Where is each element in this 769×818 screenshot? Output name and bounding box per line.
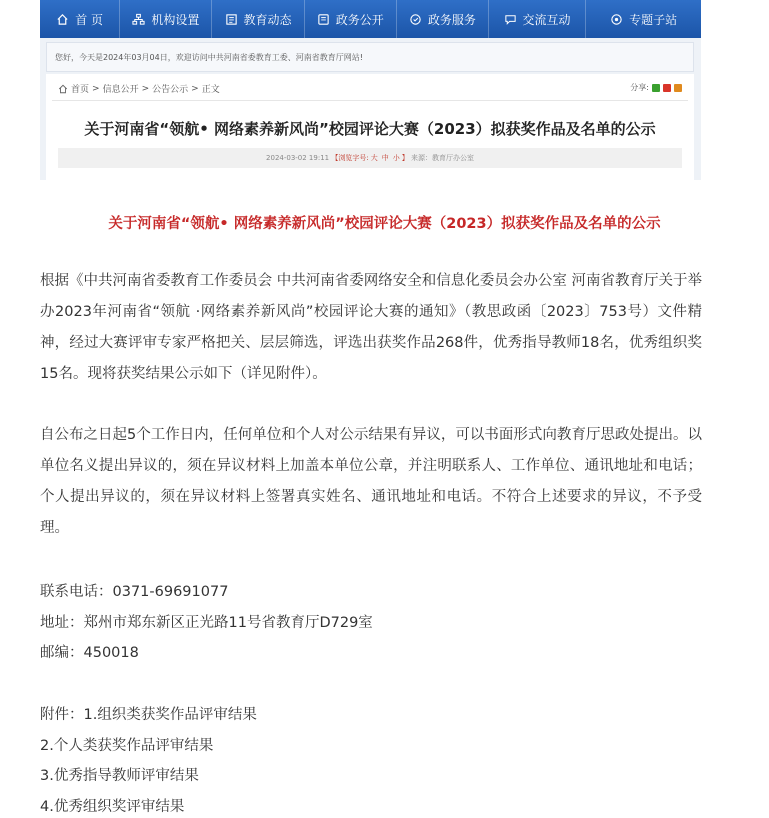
- breadcrumb: [58, 82, 220, 95]
- qzone-share-icon[interactable]: [674, 84, 682, 92]
- news-icon: [225, 13, 238, 26]
- home-icon: [56, 13, 69, 26]
- font-size-label-end: 】: [401, 154, 409, 162]
- attachment-item-2[interactable]: 2.个人类获奖作品评审结果: [40, 738, 214, 754]
- nav-item-topics[interactable]: 专题子站: [586, 0, 701, 38]
- wechat-share-icon[interactable]: [652, 84, 660, 92]
- attachment-item-1[interactable]: 附件：1.组织类获奖作品评审结果: [40, 707, 257, 723]
- article-paragraph-1: 根据《中共河南省委教育工作委员会 中共河南省委网络安全和信息化委员会办公室 河南省教育厅关于举办2023年河南省“领航 ·网络素养新风尚”校园评论大赛的通知》（教思政函〔2023〕753号）文件精神，经过大赛评审专家严格把关、层层筛选，评选出获奖作品268件，优秀指导教师18名，优秀组织奖15名。现将获奖结果公示如下（详见附件）。: [40, 273, 702, 382]
- article-header-panel: [46, 74, 694, 180]
- welcome-message: 您好，今天是2024年03月04日，欢迎访问中共河南省委教育工委、河南省教育厅网站!: [46, 42, 694, 72]
- top-nav-bar: [40, 0, 701, 38]
- contact-address: 地址：郑州市郑东新区正光路11号省教育厅D729室: [40, 615, 373, 631]
- breadcrumb-notices[interactable]: 公告公示: [152, 85, 189, 95]
- publish-date: 2024-03-02 19:11: [266, 154, 330, 162]
- doc-icon: [317, 13, 330, 26]
- article-source: 来源：教育厅办公室: [410, 154, 474, 162]
- embedded-article-title: 关于河南省“领航• 网络素养新风尚”校园评论大赛（2023）拟获奖作品及名单的公示: [84, 120, 656, 138]
- embedded-website-screenshot: [40, 0, 701, 180]
- nav-item-home[interactable]: 首 页: [40, 0, 120, 38]
- share-label: 分享:: [630, 83, 649, 92]
- breadcrumb-separator: >: [92, 83, 100, 94]
- nav-item-gov-info[interactable]: 政务公开: [305, 0, 397, 38]
- article-title: 关于河南省“领航• 网络素养新风尚”校园评论大赛（2023）拟获奖作品及名单的公示: [108, 216, 661, 232]
- nav-item-org[interactable]: 机构设置: [120, 0, 212, 38]
- org-icon: [132, 13, 145, 26]
- font-size-label: 【浏览字号:: [331, 154, 369, 162]
- font-size-large-button[interactable]: 大: [370, 154, 378, 162]
- breadcrumb-info-public[interactable]: 信息公开: [102, 85, 139, 95]
- attachment-item-4[interactable]: 4.优秀组织奖评审结果: [40, 799, 185, 815]
- article-paragraph-2: 自公布之日起5个工作日内，任何单位和个人对公示结果有异议，可以书面形式向教育厅思政处提出。以单位名义提出异议的，须在异议材料上加盖本单位公章，并注明联系人、工作单位、通讯地址和电话；个人提出异议的，须在异议材料上签署真实姓名、通讯地址和电话。不符合上述要求的异议，不予受理。: [40, 427, 702, 536]
- nav-item-gov-service[interactable]: 政务服务: [397, 0, 489, 38]
- breadcrumb-separator: >: [191, 83, 199, 94]
- contact-postcode: 邮编：450018: [40, 645, 139, 661]
- font-size-medium-button[interactable]: 中: [381, 154, 389, 162]
- chat-icon: [504, 13, 517, 26]
- weibo-share-icon[interactable]: [663, 84, 671, 92]
- topic-icon: [610, 13, 623, 26]
- article-meta-bar: [58, 148, 682, 168]
- contact-phone: 联系电话：0371-69691077: [40, 584, 229, 600]
- breadcrumb-home[interactable]: 首页: [71, 85, 90, 95]
- font-size-small-button[interactable]: 小: [392, 154, 400, 162]
- breadcrumb-separator: >: [141, 83, 150, 94]
- divider: [52, 100, 688, 101]
- attachment-item-3[interactable]: 3.优秀指导教师评审结果: [40, 768, 199, 784]
- nav-item-interaction[interactable]: 交流互动: [489, 0, 586, 38]
- service-icon: [409, 13, 422, 26]
- share-bar: [630, 82, 682, 93]
- nav-item-news[interactable]: 教育动态: [212, 0, 304, 38]
- breadcrumb-current: 正文: [201, 85, 220, 95]
- home-icon: [58, 84, 68, 94]
